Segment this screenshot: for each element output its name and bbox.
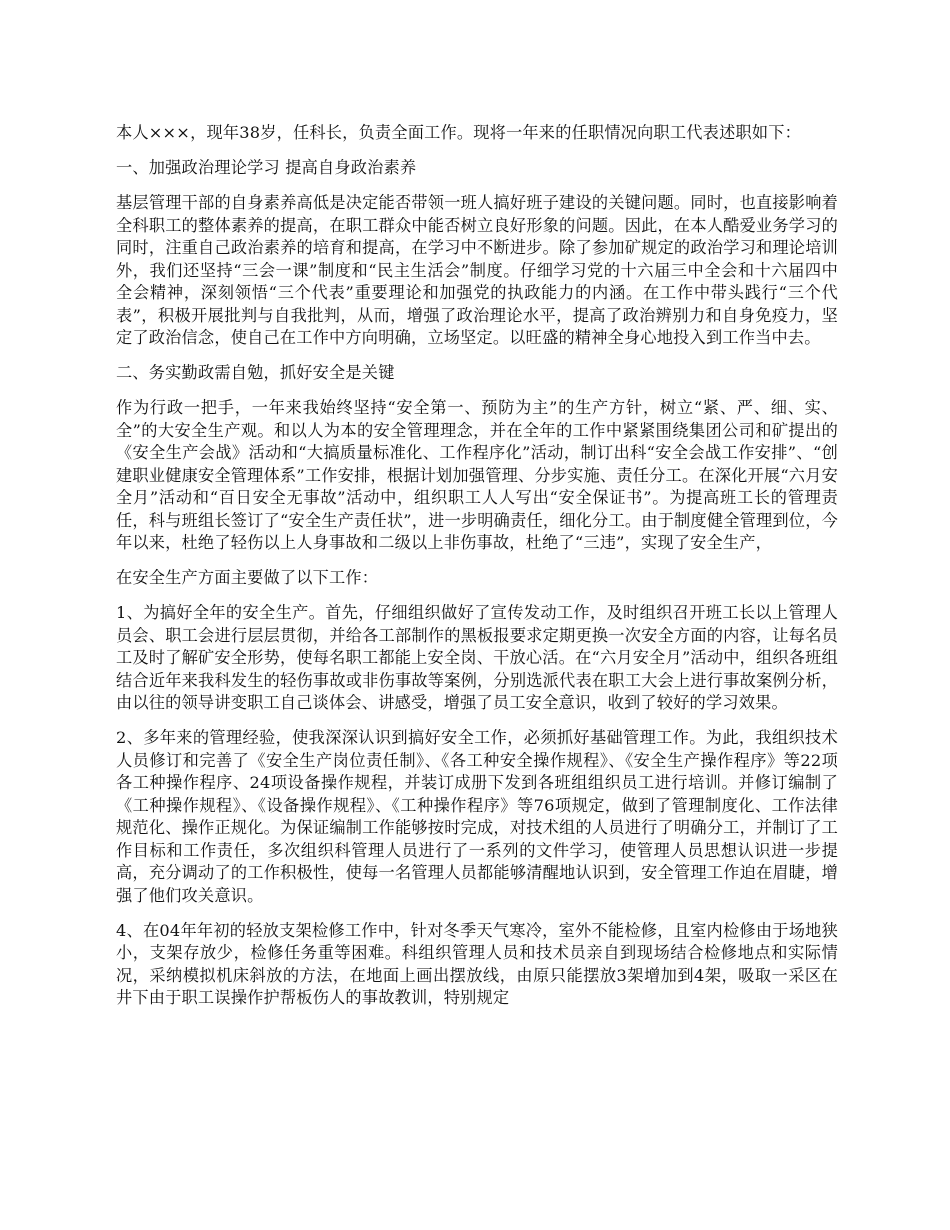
list-item-1: 1、为搞好全年的安全生产。首先，仔细组织做好了宣传发动工作，及时组织召开班工长以上管理人员会、职工会进行层层贯彻，并给各工部制作的黑板报要求定期更换一次安全方面的内容，让每名员工及时了解矿安全形势，使每名职工都能上安全岗、干放心活。在“六月安全月”活动中，组织各班组结合近年来我科发生的轻伤事故或非伤事故等案例，分别选派代表在职工大会上进行事故案例分析，由以往的领导讲变职工自己谈体会、讲感受，增强了员工安全意识，收到了较好的学习效果。	[116, 603, 838, 712]
body-paragraph: 基层管理干部的自身素养高低是决定能否带领一班人搞好班子建设的关键问题。同时，也直接影响着全科职工的整体素养的提高，在职工群众中能否树立良好形象的问题。因此，在本人酷爱业务学习的同时，注重自己政治素养的培育和提高，在学习中不断进步。除了参加矿规定的政治学习和理论培训外，我们还坚持“三会一课”制度和“民主生活会”制度。仔细学习党的十六届三中全会和十六届四中全会精神，深刻领悟“三个代表”重要理论和加强党的执政能力的内涵。在工作中带头践行“三个代表”，积极开展批判与自我批判，从而，增强了政治理论水平，提高了政治辨别力和自身免疫力，坚定了政治信念，使自己在工作中方向明确，立场坚定。以旺盛的精神全身心地投入到工作当中去。	[116, 193, 838, 347]
list-item-4: 4、在04年年初的轻放支架检修工作中，针对冬季天气寒冷，室外不能检修，且室内检修由于场地狭小，支架存放少，检修任务重等困难。科组织管理人员和技术员亲自到现场结合检修地点和实际情况，采纳模拟机床斜放的方法，在地面上画出摆放线，由原只能摆放3架增加到4架，吸取一采区在井下由于职工误操作护帮板伤人的事故教训，特别规定	[116, 920, 838, 1007]
list-item-2: 2、多年来的管理经验，使我深深认识到搞好安全工作，必须抓好基础管理工作。为此，我组织技术人员修订和完善了《安全生产岗位责任制》、《各工种安全操作规程》、《安全生产操作程序》等22项各工种操作程序、24项设备操作规程，并装订成册下发到各班组组织员工进行培训。并修订编制了《工种操作规程》、《设备操作规程》、《工种操作程序》等76项规定，做到了管理制度化、工作法律规范化、操作正规化。为保证编制工作能够按时完成，对技术组的人员进行了明确分工，并制订了工作目标和工作责任，多次组织科管理人员进行了一系列的文件学习，使管理人员思想认识进一步提高，充分调动了的工作积极性，使每一名管理人员都能够清醒地认识到，安全管理工作迫在眉睫，增强了他们攻关意识。	[116, 728, 838, 905]
body-paragraph: 在安全生产方面主要做了以下工作：	[116, 568, 379, 587]
document-body	[116, 122, 838, 1022]
body-paragraph: 作为行政一把手，一年来我始终坚持“安全第一、预防为主”的生产方针，树立“紧、严、细、实、全”的大安全生产观。和以人为本的安全管理理念，并在全年的工作中紧紧围绕集团公司和矿提出的《安全生产会战》活动和“大搞质量标准化、工作程序化”活动，制订出科“安全会战工作安排”、“创建职业健康安全管理体系”工作安排，根据计划加强管理、分步实施、责任分工。在深化开展“六月安全月”活动和“百日安全无事故”活动中，组织职工人人写出“安全保证书”。为提高班工长的管理责任，科与班组长签订了“安全生产责任状”，进一步明确责任，细化分工。由于制度健全管理到位，今年以来，杜绝了轻伤以上人身事故和二级以上非伤事故，杜绝了“三违”，实现了安全生产，	[116, 398, 838, 552]
section-heading-2: 二、务实勤政需自勉，抓好安全是关键	[116, 363, 395, 382]
section-heading-1: 一、加强政治理论学习 提高自身政治素养	[116, 158, 417, 177]
intro-paragraph: 本人×××，现年38岁，任科长，负责全面工作。现将一年来的任职情况向职工代表述职如下：	[116, 123, 802, 142]
